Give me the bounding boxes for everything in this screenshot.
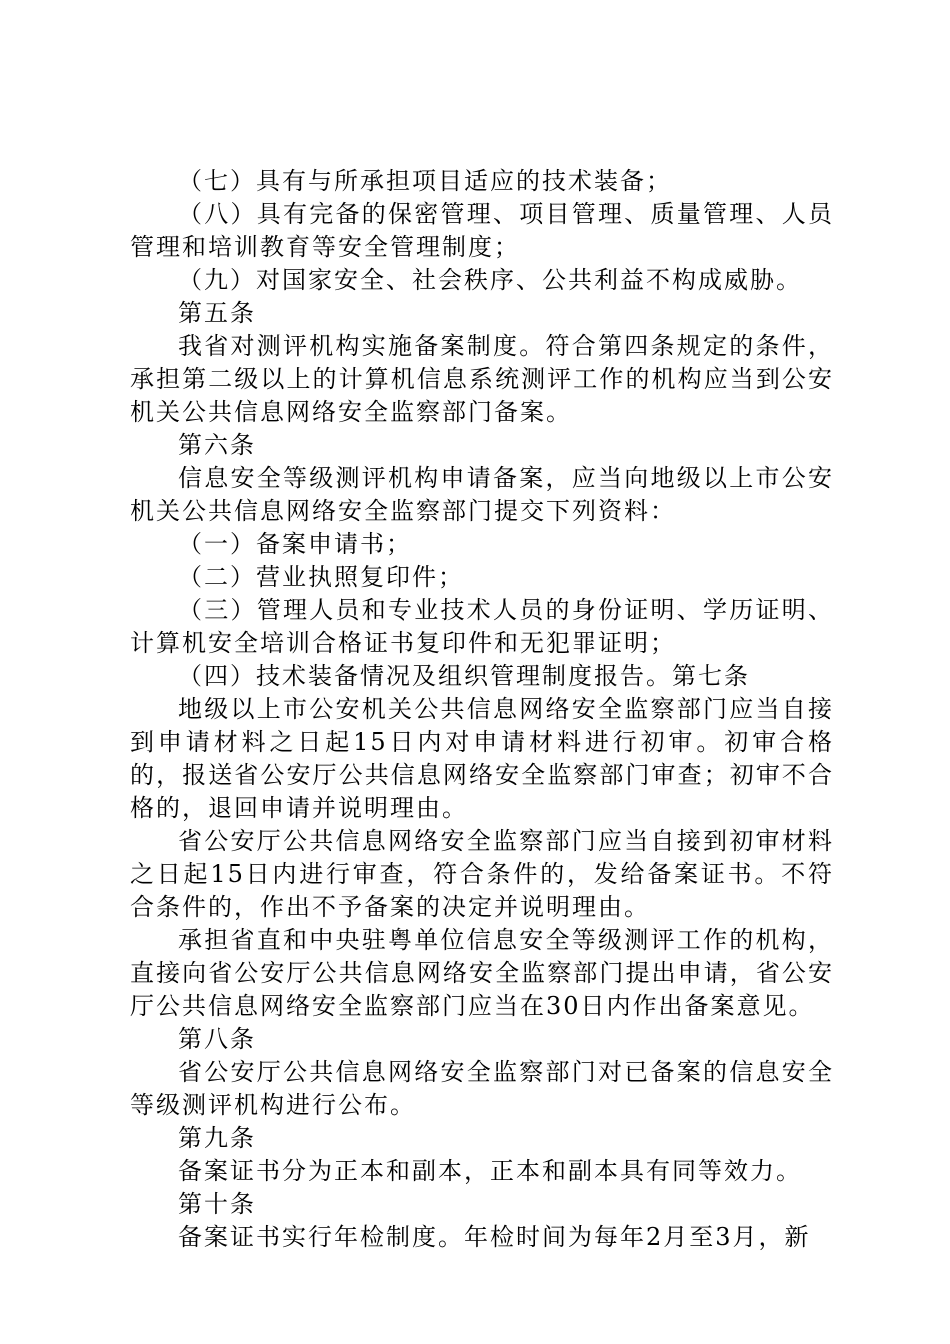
article-7-body-1: 地级以上市公安机关公共信息网络安全监察部门应当自接到申请材料之日起15日内对申请材料进行初审。初审合格的，报送省公安厅公共信息网络安全监察部门审查；初审不合格的，退回申请并说明理由。 xyxy=(130,695,834,822)
paragraph-item-7: （七）具有与所承担项目适应的技术装备； xyxy=(178,167,672,195)
article-heading-6: 第六条 xyxy=(178,431,256,459)
list-item-1: （一）备案申请书； xyxy=(178,530,412,558)
list-item-4: （四）技术装备情况及组织管理制度报告。第七条 xyxy=(178,662,750,690)
article-heading-5: 第五条 xyxy=(178,299,256,327)
article-6-body: 信息安全等级测评机构申请备案，应当向地级以上市公安机关公共信息网络安全监察部门提交下列资料： xyxy=(130,464,834,525)
article-7-body-3: 承担省直和中央驻粤单位信息安全等级测评工作的机构，直接向省公安厅公共信息网络安全监察部门提出申请，省公安厅公共信息网络安全监察部门应当在30日内作出备案意见。 xyxy=(130,926,834,1020)
article-heading-9: 第九条 xyxy=(178,1124,256,1152)
article-8-body: 省公安厅公共信息网络安全监察部门对已备案的信息安全等级测评机构进行公布。 xyxy=(130,1058,834,1119)
list-item-3: （三）管理人员和专业技术人员的身份证明、学历证明、计算机安全培训合格证书复印件和无犯罪证明； xyxy=(130,596,834,657)
document-body xyxy=(130,165,834,1254)
paragraph-item-9: （九）对国家安全、社会秩序、公共利益不构成威胁。 xyxy=(178,266,802,294)
article-7-body-2: 省公安厅公共信息网络安全监察部门应当自接到初审材料之日起15日内进行审查，符合条件的，发给备案证书。不符合条件的，作出不予备案的决定并说明理由。 xyxy=(130,827,834,921)
list-item-2: （二）营业执照复印件； xyxy=(178,563,464,591)
article-heading-8: 第八条 xyxy=(178,1025,256,1053)
article-5-body: 我省对测评机构实施备案制度。符合第四条规定的条件，承担第二级以上的计算机信息系统测评工作的机构应当到公安机关公共信息网络安全监察部门备案。 xyxy=(130,332,834,426)
article-heading-10: 第十条 xyxy=(178,1190,256,1218)
paragraph-item-8: （八）具有完备的保密管理、项目管理、质量管理、人员管理和培训教育等安全管理制度； xyxy=(130,200,834,261)
article-9-body: 备案证书分为正本和副本，正本和副本具有同等效力。 xyxy=(178,1157,802,1185)
article-10-body: 备案证书实行年检制度。年检时间为每年2月至3月，新 xyxy=(178,1223,811,1251)
